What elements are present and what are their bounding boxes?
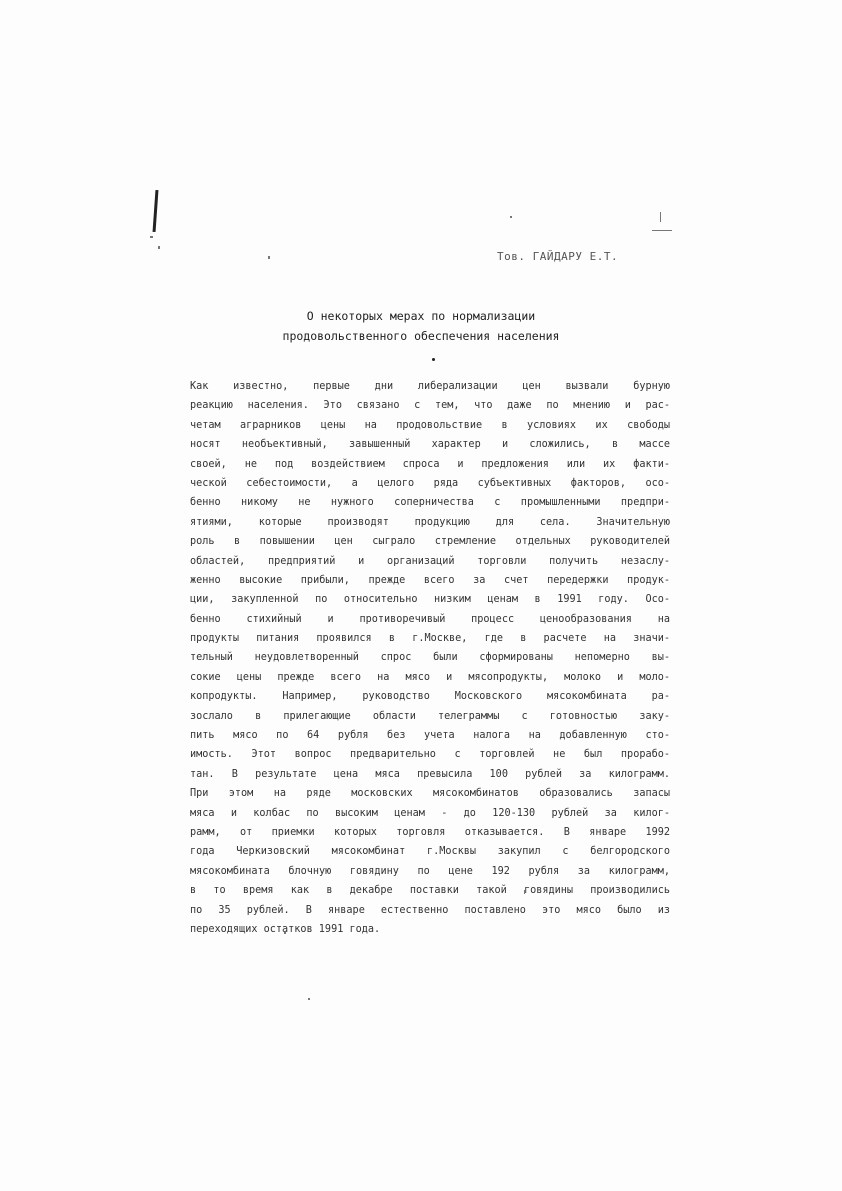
title-line-1: О некоторых мерах по нормализации [306,309,536,323]
scan-speck [660,212,661,222]
scan-speck [510,216,512,218]
body-line: ческой себестоимости, а целого ряда субъективных факторов, осо- [190,477,670,489]
body-line: Как известно, первые дни либерализации цен вызвали бурную [190,381,670,392]
addressee: Тов. ГАЙДАРУ Е.Т. [497,250,619,263]
body-line: рамм, от приемки которых торговля отказывается. В январе 1992 [190,826,670,838]
body-line: сокие цены прежде всего на мясо и мясопродукты, молоко и моло- [190,671,670,683]
body-line: тельный неудовлетворенный спрос были сформированы непомерно вы- [190,652,670,664]
scan-speck [158,246,160,249]
body-line: мяса и колбас по высоким ценам - до 120-130 рублей за килог- [190,807,670,819]
body-line: роль в повышении цен сыграло стремление отдельных руководителей [190,536,670,548]
body-line: ятиями, которые производят продукцию для села. Значительную [190,516,670,528]
body-line: переходящих остатков 1991 года. [190,923,381,935]
scan-speck [268,256,270,259]
body-line: носят необъективный, завышенный характер и сложились, в массе [190,439,670,451]
body-line: пить мясо по 64 рубля без учета налога на добавленную сто- [190,730,670,742]
bullet-dot [432,358,435,361]
scan-mark [153,190,159,232]
body-text [190,377,670,939]
body-line: имость. Этот вопрос предварительно с торговлей не был прорабо- [190,749,670,761]
document-title [0,306,842,346]
body-line: бенно никому не нужного соперничества с промышленными предпри- [190,497,670,509]
body-line: бенно стихийный и противоречивый процесс ценообразования на [190,613,670,625]
body-line: женно высокие прибыли, прежде всего за счет передержки продук- [190,574,670,586]
scan-speck [150,236,153,238]
body-line: мясокомбината блочную говядину по цене 192 рубля за килограмм, [190,865,670,877]
body-line: ции, закупленной по относительно низким ценам в 1991 году. Осо- [190,594,670,606]
scan-speck [308,998,310,1000]
body-line: по 35 рублей. В январе естественно поставлено это мясо было из [190,904,670,916]
title-line-2: продовольственного обеспечения населения [282,329,560,343]
body-line: реакцию населения. Это связано с тем, что даже по мнению и рас- [190,400,670,412]
scan-speck [652,230,672,231]
body-line: областей, предприятий и организаций торговли получить незаслу- [190,555,670,567]
body-line: года Черкизовский мясокомбинат г.Москвы закупил с белгородского [190,846,670,858]
body-line: четам аграрников цены на продовольствие в условиях их свободы [190,419,670,431]
body-line: зослало в прилегающие области телеграммы с готовностью заку- [190,710,670,722]
body-line: продукты питания проявился в г.Москве, где в расчете на значи- [190,633,670,645]
body-line: тан. В результате цена мяса превысила 100 рублей за килограмм. [190,768,670,780]
body-line: своей, не под воздействием спроса и предложения или их факти- [190,458,670,470]
body-line: копродукты. Например, руководство Московского мясокомбината ра- [190,691,670,703]
body-line: При этом на ряде московских мясокомбинатов образовались запасы [190,788,670,800]
body-line: в то время как в декабре поставки такой говядины производились [190,885,670,897]
